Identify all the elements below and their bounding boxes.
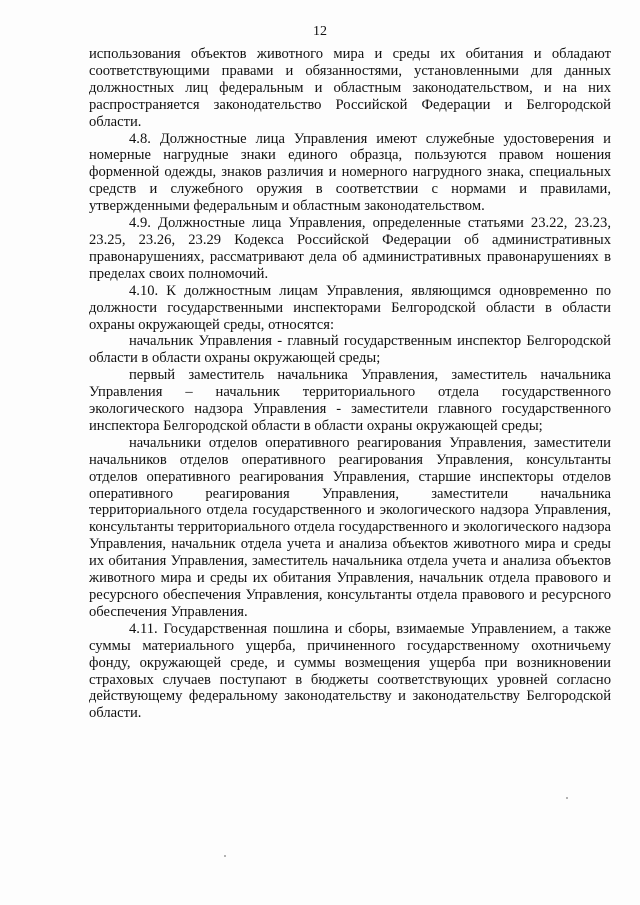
paragraph-4-11: 4.11. Государственная пошлина и сборы, взимаемые Управлением, а также суммы материального ущерба, причиненного государственному охотничьему фонду, окружающей среде, и суммы возмещения ущерба при возникновении страховых случаев поступают в бюджеты соответствующих уровней согласно действующему федеральному законодательству и законодательству Белгородской области. bbox=[89, 620, 611, 722]
list-item-department-staff: начальники отделов оперативного реагирования Управления, заместители начальников отделов оперативного реагирования Управления, консультанты отделов оперативного реагирования Управления, старшие инспекторы отделов оперативного реагирования Управления, заместители начальника территориального отдела государственного и экологического надзора Управления, консультанты территориального отдела государственного и экологического надзора Управления, начальник отдела учета и анализа объектов животного мира и среды их обитания Управления, заместитель начальника отдела учета и анализа объектов животного мира и среды их обитания Управления, начальник отдела правового и ресурсного обеспечения Управления, консультанты отдела правового и ресурсного обеспечения Управления. bbox=[89, 434, 611, 620]
scan-speck bbox=[566, 797, 568, 799]
page-number: 12 bbox=[313, 24, 327, 39]
paragraph-4-10: 4.10. К должностным лицам Управления, являющимся одновременно по должности государственными инспекторами Белгородской области в области охраны окружающей среды, относятся: bbox=[89, 282, 611, 333]
paragraph-4-9: 4.9. Должностные лица Управления, определенные статьями 23.22, 23.23, 23.25, 23.26, 23.29 Кодекса Российской Федерации об административных правонарушениях, рассматривают дела об административных правонарушениях в пределах своих полномочий. bbox=[89, 215, 611, 282]
paragraph-continuation: использования объектов животного мира и среды их обитания и обладают соответствующими правами и обязанностями, установленными для данных должностных лиц федеральным и областным законодательством, и на них распространяется законодательство Российской Федерации и Белгородской области. bbox=[89, 46, 611, 130]
list-item-head-of-department: начальник Управления - главный государственным инспектор Белгородской области в области охраны окружающей среды; bbox=[89, 333, 611, 367]
paragraph-4-8: 4.8. Должностные лица Управления имеют служебные удостоверения и номерные нагрудные знаки единого образца, пользуются правом ношения форменной одежды, знаков различия и номерного нагрудного знака, специальных средств и служебного оружия в соответствии с нормами и правилами, утвержденными федеральным и областным законодательством. bbox=[89, 130, 611, 215]
scan-speck bbox=[224, 855, 226, 857]
document-body bbox=[89, 46, 611, 722]
list-item-deputy-heads: первый заместитель начальника Управления, заместитель начальника Управления – начальник территориального отдела государственного экологического надзора Управления - заместители главного государственного инспектора Белгородской области в области охраны окружающей среды; bbox=[89, 367, 611, 434]
